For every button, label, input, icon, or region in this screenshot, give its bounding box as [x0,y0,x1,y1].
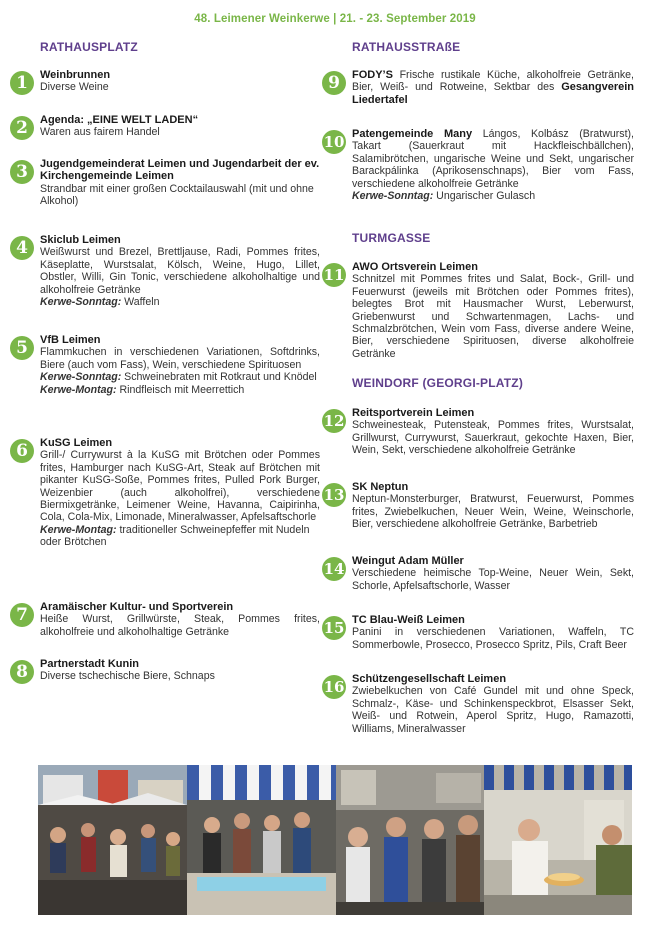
entry-description: Panini in verschiedenen Variationen, Waffeln, TC Sommerbowle, Prosecco, Prosecco Spritz, Pils, Craft Beer [352,626,634,651]
photo-festival-crowd [38,765,187,915]
entry-description: Strandbar mit einer großen Cocktailauswahl (mit und ohne Alkohol) [40,182,314,208]
entry-title: Jugendgemeinderat Leimen und Jugendarbeit der ev. Kirchengemeinde Leimen [40,158,320,183]
entry-special [352,190,634,202]
special-day-text: Waffeln [121,296,160,309]
entry-title: FODY’S [352,69,393,81]
number-badge: 10 [322,130,346,154]
photo-group-tent [187,765,336,915]
number-badge: 4 [10,236,34,260]
entry-description [352,69,634,106]
entry-title: Skiclub Leimen [40,234,121,246]
entry-description: Diverse Weine [40,81,109,94]
special-day-label: Kerwe-Sonntag: [352,190,434,203]
entry-description: Flammkuchen in verschiedenen Variationen, Softdrinks, Biere (auch vom Fass), Wein, verschiedene Spirituosen [40,346,320,371]
photo-volunteers [336,765,485,915]
volunteers-image [336,765,485,915]
food-stand-image [484,765,632,915]
number-badge: 9 [322,71,346,95]
entry-description: Waren aus fairem Handel [40,126,160,139]
entry-special-2 [40,384,320,396]
entry-title: Weinbrunnen [40,69,111,81]
section-heading-turmgasse: TURMGASSE [352,231,431,245]
number-badge: 3 [10,160,34,184]
entry-description: Schweinesteak, Putensteak, Pommes frites, Wurstsalat, Grillwurst, Currywurst, Sauerkraut, gekochte Haxen, Bier, Wein, Sekt, verschiedene alkoholfreie Getränke [352,419,634,457]
entry-title: Schützengesellschaft Leimen [352,673,507,685]
entry-title: Weingut Adam Müller [352,555,464,567]
photo-food-stand [484,765,633,915]
special-day-label: Kerwe-Montag: [40,383,117,396]
section-heading-weindorf: WEINDORF (GEORGI-PLATZ) [352,376,524,390]
entry-title: VfB Leimen [40,334,101,346]
number-badge: 6 [10,439,34,463]
special-day-text: Schweinebraten mit Rotkraut und Knödel [121,371,317,384]
entry-description: Weißwurst und Brezel, Brettljause, Radi, Pommes frites, Käseplatte, Wurstsalat, Kölsch, Weine, Hugo, Lillet, Obstler, Willi, Gin Tonic, verschiedene alkoholhaltige und alkoholfreie Getränke [40,246,320,296]
entry-description: Schnitzel mit Pommes frites und Salat, Bock-, Grill- und Feuerwurst (jeweils mit Brötchen oder Pommes frites), belegtes Brot mit Hausmacher Wurst, Leberwurst, Griebenwurst und Schwartenmagen, Lachs- und Schmalzbrötchen, Wein vom Fass, diverse andere Weine, Bier, verschiedene Spirituosen, diverse alkoholfreie Getränke [352,273,634,360]
number-badge: 14 [322,557,346,581]
number-badge: 12 [322,409,346,433]
entry-description: Diverse tschechische Biere, Schnaps [40,670,215,683]
group-tent-image [187,765,336,915]
special-day-label: Kerwe-Sonntag: [40,296,122,309]
entry-special [40,524,320,549]
special-day-text: Rindfleisch mit Meerrettich [116,383,245,396]
special-day-label: Kerwe-Sonntag: [40,371,122,384]
entry-description: Neptun-Monsterburger, Bratwurst, Feuerwurst, Pommes frites, Zwiebelkuchen, Neuer Wein, Weine, Weinschorle, Bier, verschiedene alkoholfreie Getränke, Barbetrieb [352,493,634,531]
number-badge: 5 [10,336,34,360]
special-day-text: Ungarischer Gulasch [433,190,536,203]
number-badge: 13 [322,483,346,507]
number-badge: 1 [10,71,34,95]
entry-title: Patengemeinde Many [352,128,473,140]
entry-description: Heiße Wurst, Grillwürste, Steak, Pommes frites, alkoholfreie und alkoholhaltige Getränke [40,613,320,638]
number-badge: 7 [10,603,34,627]
entry-title: Agenda: „EINE WELT LADEN“ [40,114,199,126]
page-header: 48. Leimener Weinkerwe | 21. - 23. September 2019 [194,13,476,25]
section-heading-rathausplatz: RATHAUSPLATZ [40,40,138,54]
number-badge: 16 [322,675,346,699]
festival-crowd-image [38,765,187,915]
entry-special [40,371,320,383]
entry-description-bold: Gesangverein Liedertafel [352,81,634,106]
entry-title: AWO Ortsverein Leimen [352,261,478,273]
entry-description-text: Frische rustikale Küche, alkoholfreie Getränke, Bier, Weiß- und Rotweine, Sektbar des [352,69,634,94]
entry-description: Grill-/ Currywurst à la KuSG mit Brötchen oder Pommes frites, Hamburger nach KuSG-Art, Steak auf Brötchen mit pikanter KuSG-Soße, Pommes frites, Pulled Pork Burger, Weizenbier (auch alkoholfrei), verschiedene Biermixgetränke, Leimener Weine, Havanna, Caipirinha, Cola, Cola-Mix, Limonade, Mineralwasser, Apfelsaftschorle [40,449,320,524]
entry-title: KuSG Leimen [40,437,113,449]
entry-description [352,128,634,190]
entry-description: Zwiebelkuchen von Café Gundel mit und ohne Speck, Schmalz-, Käse- und Schinkenspeckbrot, Elsasser Sekt, Weiß- und Rotwein, Aperol Spritz, Hugo, Ramazotti, Williams, Mineralwasser [352,685,634,735]
entry-title: Aramäischer Kultur- und Sportverein [40,601,234,613]
entry-title: Partnerstadt Kunin [40,658,140,670]
entry-description-text: Lángos, Kolbász (Bratwurst), Takart (Sauerkraut mit Hackfleischbällchen), Salamibrötchen, ungarische Weine und Sekt, ungarischer Barackpálinka (Aprikosenschnaps), Bier vom Fass, verschiedene alkoholfreie Getränke [352,128,634,190]
special-day-label: Kerwe-Montag: [40,523,117,536]
number-badge: 8 [10,660,34,684]
entry-special [40,296,320,308]
number-badge: 2 [10,116,34,140]
number-badge: 15 [322,616,346,640]
entry-title: TC Blau-Weiß Leimen [352,614,465,626]
number-badge: 11 [322,263,346,287]
photo-strip [38,765,633,915]
special-day-text: traditioneller Schweinepfeffer mit Nudeln oder Brötchen [40,523,310,549]
section-heading-rathausstrasse: RATHAUSSTRAßE [352,40,461,54]
entry-title: SK Neptun [352,481,409,493]
entry-description: Verschiedene heimische Top-Weine, Neuer Wein, Sekt, Schorle, Apfelsaftschorle, Wasser [352,567,634,592]
entry-title: Reitsportverein Leimen [352,407,475,419]
